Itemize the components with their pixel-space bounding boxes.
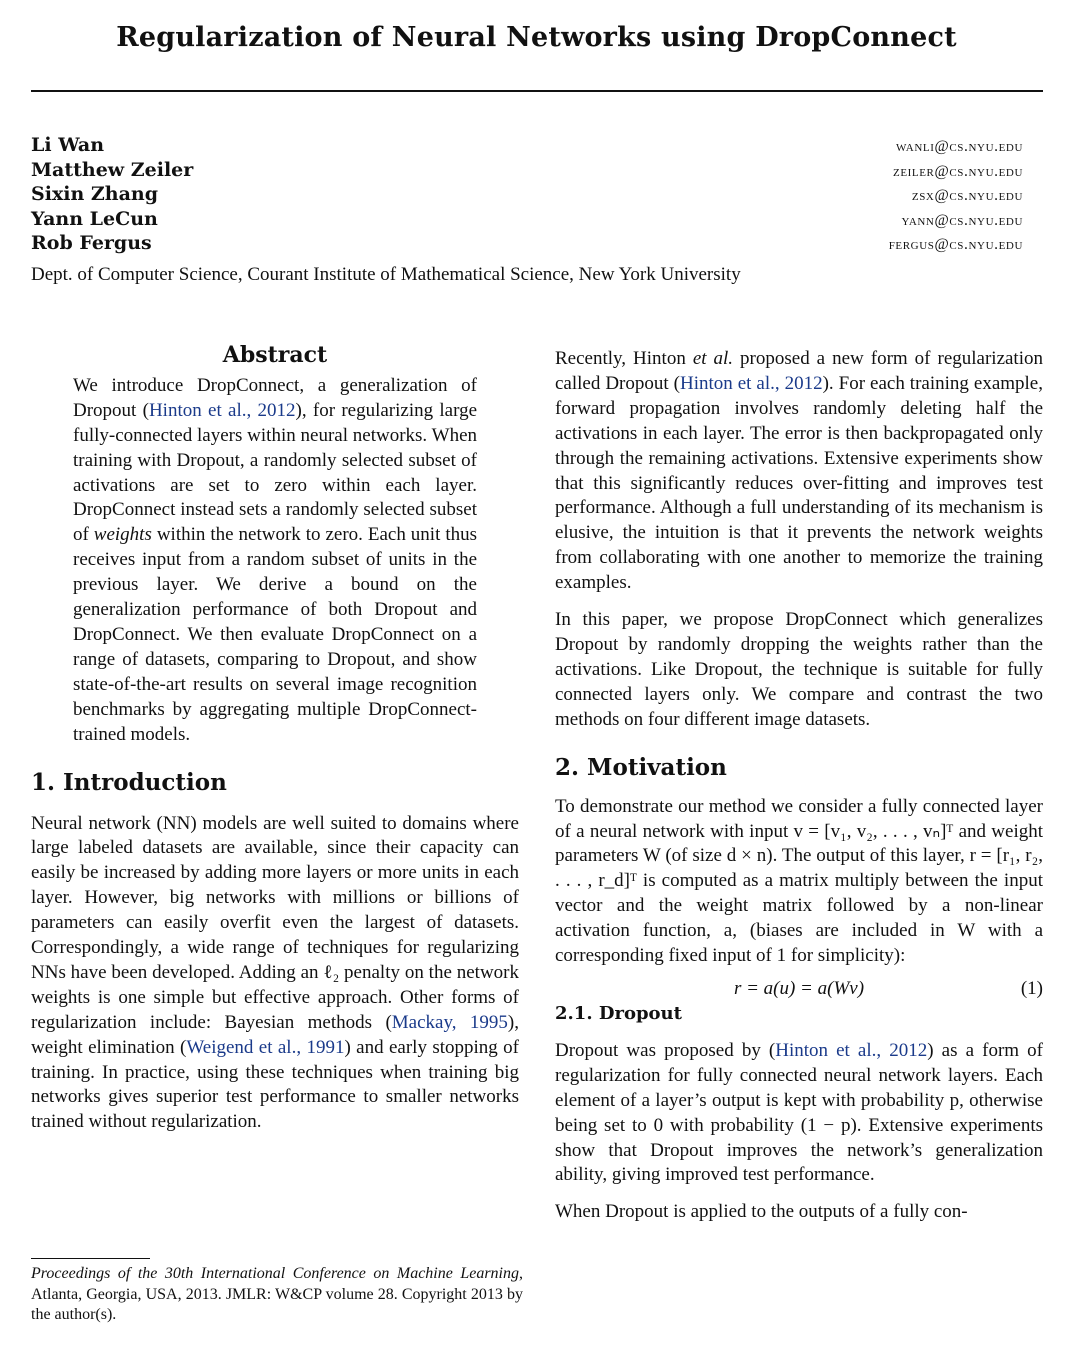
citation-link[interactable]: Hinton et al., 2012	[148, 399, 296, 421]
author-name: Matthew Zeiler	[31, 158, 194, 181]
dropout-paragraph-2: When Dropout is applied to the outputs of a fully con-	[555, 1201, 968, 1223]
equation-number: (1)	[1020, 977, 1043, 999]
citation-link[interactable]: Hinton et al., 2012	[679, 372, 823, 394]
footnote-text: , Atlanta, Georgia, USA, 2013. JMLR: W&CP volume 28. Copyright 2013 by the author(s).	[31, 1265, 523, 1323]
abstract-text: We introduce DropConnect, a generalization of Dropout (	[73, 374, 477, 421]
author-email[interactable]: wanli@cs.nyu.edu	[896, 138, 1023, 155]
intro-text: ) and early stopping of training. In practice, using these techniques when training big networks gives superior test performance to smaller networks trained without regularization.	[31, 1036, 520, 1133]
left-column	[31, 343, 519, 1135]
intro-emphasis: et al.	[692, 348, 734, 369]
author-name: Yann LeCun	[31, 207, 158, 230]
abstract-text: within the network to zero. Each unit thus receives input from a random subset of units in the previous layer. We derive a bound on the generalization performance of both Dropout and DropConnect. We then evaluate DropConnect on a range of datasets, comparing to Dropout, and show state-of-the-art results on several image recognition benchmarks by aggregating multiple DropConnect-trained models.	[73, 524, 477, 745]
intro-text: Recently, Hinton	[555, 348, 693, 369]
footnote	[31, 1264, 523, 1326]
author-email[interactable]: fergus@cs.nyu.edu	[888, 236, 1023, 253]
motivation-paragraph: To demonstrate our method we consider a fully connected layer of a neural network with input v = [v₁, v₂, . . . , vₙ]ᵀ and weight parameters W (of size d × n). The output of this layer, r = [r₁, r₂, . . . , r_d]ᵀ is computed as a matrix multiply between the input vector and the weight matrix followed by a non-linear activation function, a, (biases are included in W with a corresponding fixed input of 1 for simplicity):	[555, 795, 1043, 967]
citation-link[interactable]: Hinton et al., 2012	[775, 1039, 928, 1061]
equation-1	[555, 977, 1043, 1003]
author-row	[31, 232, 1023, 257]
paper-title: Regularization of Neural Networks using DropConnect	[116, 22, 957, 53]
author-row	[31, 159, 1023, 184]
footnote-venue: Proceedings of the 30th International Conference on Machine Learning	[31, 1265, 519, 1282]
citation-link[interactable]: Weigend et al., 1991	[186, 1036, 345, 1058]
title-rule	[31, 90, 1043, 92]
author-email[interactable]: zsx@cs.nyu.edu	[911, 187, 1023, 204]
intro-paragraph-2: In this paper, we propose DropConnect which generalizes Dropout by randomly dropping the weights rather than the activations. Like Dropout, the technique is suitable for fully connected layers only. We compare and contrast the two methods on four different image datasets.	[555, 609, 1043, 730]
equation-text: r = a(u) = a(Wv)	[733, 977, 865, 999]
author-row	[31, 183, 1023, 208]
author-email[interactable]: zeiler@cs.nyu.edu	[893, 162, 1023, 180]
dropout-heading: 2.1. Dropout	[555, 1002, 682, 1024]
author-name: Sixin Zhang	[31, 183, 159, 205]
intro-continued-paragraph	[555, 347, 1043, 596]
abstract-heading: Abstract	[222, 342, 328, 368]
author-block	[31, 134, 1023, 257]
intro-text: Neural network (NN) models are well suited to domains where large labeled datasets are available, since their capacity can easily be increased by adding more layers or more units in each layer. However, big networks with millions or billions of parameters can easily overfit even the largest of datasets. Correspondingly, a wide range of techniques for regularizing NNs have been developed. Adding an ℓ₂ penalty on the network weights is one simple but effective approach. Other forms of regularization include: Bayesian methods (	[31, 812, 519, 1033]
abstract-text: ), for regularizing large fully-connected layers within neural networks. When training with Dropout, a randomly selected subset of activations are set to zero within each layer. DropConnect instead sets a randomly selected subset of	[73, 399, 478, 546]
intro-text: ), weight elimination (	[31, 1011, 519, 1058]
dropout-paragraph	[555, 1039, 1043, 1188]
intro-heading: 1. Introduction	[31, 768, 227, 796]
author-email[interactable]: yann@cs.nyu.edu	[901, 211, 1023, 229]
intro-text: proposed a new form of regularization called Dropout (	[555, 348, 1043, 394]
footnote-rule	[31, 1258, 150, 1259]
abstract-paragraph	[73, 374, 477, 748]
abstract-body	[31, 374, 519, 748]
author-name: Rob Fergus	[31, 232, 152, 254]
author-row	[31, 134, 1023, 159]
right-column	[555, 347, 1043, 1225]
intro-paragraph	[31, 812, 519, 1136]
citation-link[interactable]: Mackay, 1995	[391, 1011, 508, 1033]
dropout-text: Dropout was proposed by (	[555, 1039, 776, 1061]
abstract-emphasis: weights	[93, 524, 152, 546]
author-row	[31, 208, 1023, 233]
intro-text: ). For each training example, forward propagation involves randomly deleting half the activations in each layer. The error is then backpropagated only through the remaining activations. Extensive experiments show that this significantly reduces over-fitting and improves test performance. Although a full understanding of its mechanism is elusive, the intuition is that it prevents the network weights from collaborating with one another to memorize the training examples.	[555, 372, 1043, 594]
motivation-heading: 2. Motivation	[555, 753, 727, 781]
dropout-text: ) as a form of regularization for fully connected neural network layers. Each element of a layer’s output is kept with probability p, otherwise being set to 0 with probability (1 − p). Extensive experiments show that Dropout improves the network’s generalization ability, giving improved test performance.	[555, 1039, 1043, 1186]
author-name: Li Wan	[31, 134, 105, 156]
affiliation: Dept. of Computer Science, Courant Institute of Mathematical Science, New York University	[31, 264, 741, 285]
